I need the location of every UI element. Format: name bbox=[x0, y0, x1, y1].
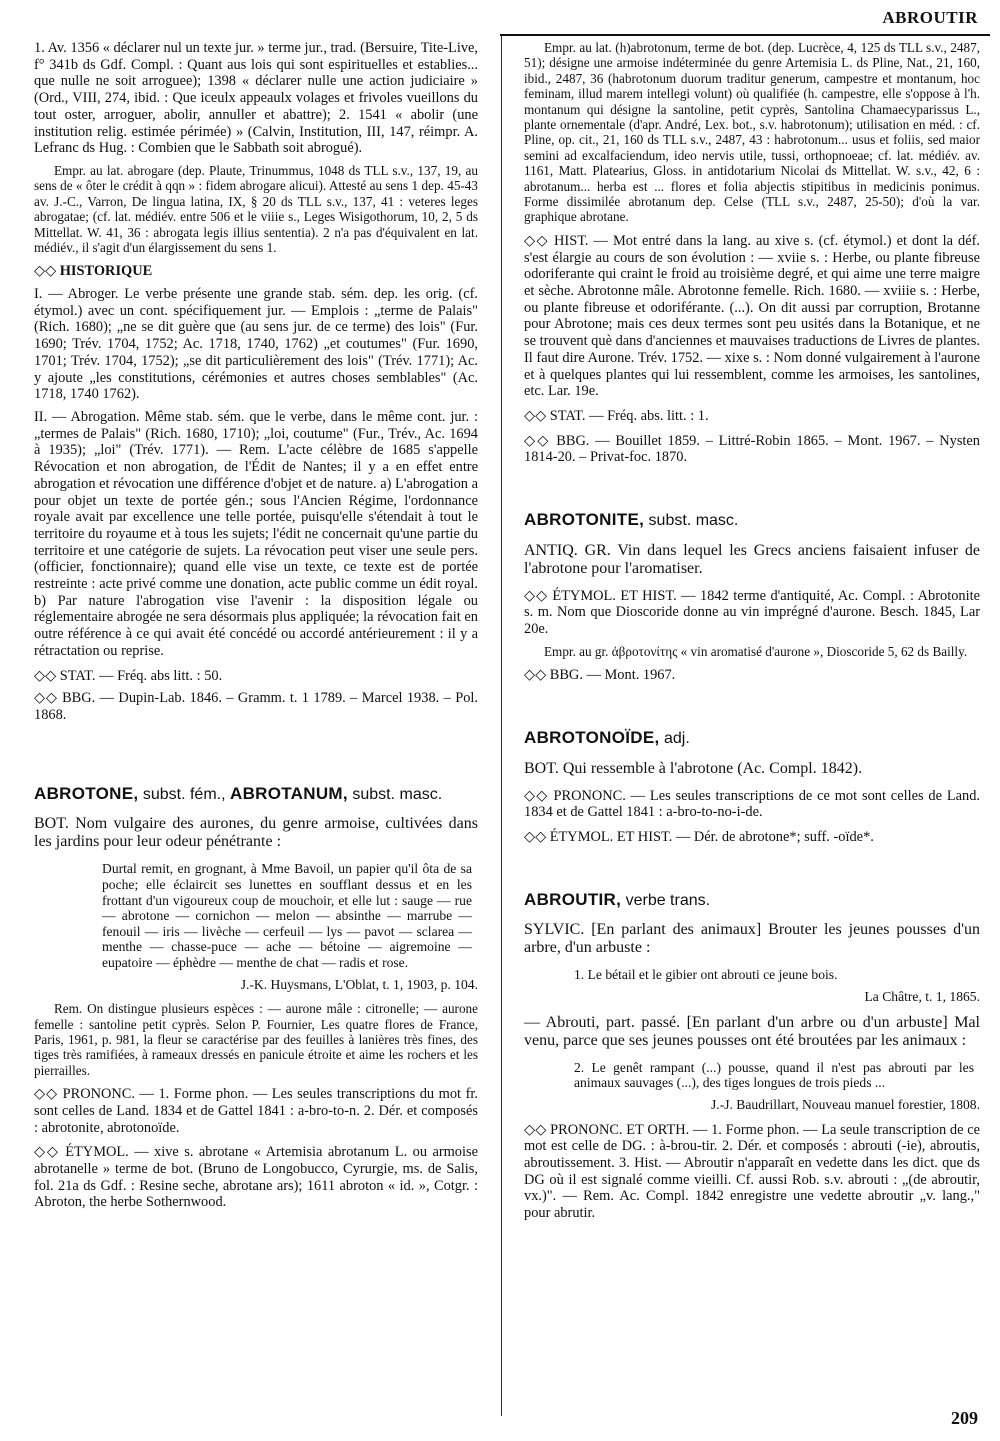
abroger-bbg: ◇◇ BBG. — Dupin-Lab. 1846. – Gramm. t. 1 1789. – Marcel 1938. – Pol. 1868. bbox=[34, 690, 478, 723]
abrotone-etymology: ◇◇ ÉTYMOL. — xive s. abrotane « Artemisia abrotanum L. ou armoise abrotanelle » terme de bot. (Bruno de Longobucco, Cyrurgie, ms. de Salis, fol. 21a ds Gdf. : Resine seche, abrotane ars); 1611 abroton « id. », Cotgr. : Abroton, the herbe Sothernwood. bbox=[34, 1144, 478, 1211]
abrotone-remark: Rem. On distingue plusieurs espèces : — aurone mâle : citronelle; — aurone femelle : santoline petit cyprès. Selon P. Fournier, Les quatre flores de France, Paris, 1961, p. 981, la fleur se caractérise par des feuilles à lanières très fines, des tiges très ramifiées, à rameaux dressés en panicule étroite et aime les rochers et les pierrailles. bbox=[34, 1001, 478, 1078]
page-number: 209 bbox=[951, 1408, 978, 1428]
abroger-stat: ◇◇ STAT. — Fréq. abs litt. : 50. bbox=[34, 667, 223, 684]
abrotone-bbg: ◇◇ BBG. — Bouillet 1859. – Littré-Robin 1865. – Mont. 1967. – Nysten 1814-20. – Privat-foc. 1870. bbox=[524, 432, 980, 466]
abrotone-headword: ABROTONE, bbox=[34, 783, 139, 803]
right-column bbox=[524, 40, 980, 1228]
abroger-etymology-senses: 1. Av. 1356 « déclarer nul un texte jur. » terme jur., trad. (Bersuire, Tite-Live, f° 341b ds Gdf. Compl. : Quant aus lois qui sont espirituelles et establies... que nulle ne soit arroguee); 1398 « déclarer nulle une action judiciaire » (Ord., VIII, 274, ibid. : Que iceulx appeaulx volages et frivoles vueillons du tout oster, arroguer, abolir, annuller et abattre); 2. 1541 « abolir (une institution relig. estimée périmée) » (Calvin, Institution, III, 147, réimpr. A. Lefranc ds Hug. : Combien que le Sabbath soit abrogué). bbox=[34, 40, 479, 157]
abrotonoide-prononciation: ◇◇ PRONONC. — Les seules transcriptions de ce mot sont celles de Land. 1834 et de Gattel 1841 : a-bro-to-no-i-de. bbox=[524, 787, 980, 821]
abrotonoide-pos: adj. bbox=[659, 729, 690, 747]
abroutir-example-2: 2. Le genêt rampant (...) pousse, quand il n'est pas abrouti par les animaux sauvages (...), des tiges longues de trois pieds ... bbox=[574, 1059, 974, 1091]
abrotonite-headword: ABROTONITE, bbox=[524, 510, 645, 530]
abrotanum-pos: subst. masc. bbox=[347, 785, 443, 803]
abrotone-entry-title bbox=[34, 783, 478, 804]
historique-heading: ◇◇ HISTORIQUE bbox=[34, 263, 153, 280]
running-head: ABROUTIR bbox=[882, 8, 978, 27]
abroger-etymology-latin: Empr. au lat. abrogare (dep. Plaute, Trinummus, 1048 ds TLL s.v., 137, 19, au sens de « ôter le crédit à qqn » : fidem abrogare alicui). Attesté au sens 1 dep. 45-43 av. J.-C., Varron, De lingua latina, IX, § 20 ds TLL s.v., 137, 41 : veteres leges abrogatae; (cf. lat. médiév. entre 506 et le viiie s., Leges Wisigothorum, 10, 2, 5 ds Mittellat. W. 41, 36 : abrogata legis illius sententia). 2 n'a pas d'équivalent en lat. médiév., il s'agit d'un élargissement du sens 1. bbox=[34, 162, 478, 255]
historique-part-1: I. — Abroger. Le verbe présente une grande stab. sém. dep. les orig. (cf. étymol.) avec un cont. spécifiquement jur. — Emplois : „terme de Palais" (Rich. 1680); „ne se dit guère que (au sens jur. de ce terme) des lois" (Fur. 1690; Trév. 1704, 1752; Ac. 1718, 1740, 1762) „et coutumes" (Fur. 1690, 1701; Trév. 1704, 1752); „se dit particulièrement des lois" (Trév. 1771); Ac. y ajoute „les constitutions, cérémonies et autres choses semblables" (Ac. 1718, 1740 1762). bbox=[34, 286, 478, 403]
abroutir-prononciation: ◇◇ PRONONC. ET ORTH. — 1. Forme phon. — La seule transcription de ce mot est celle de DG. : à-brou-tir. 2. Dér. et composés : abrouti (-ie), abroutis, abroutissement. 3. Hist. — Abroutir n'apparaît en vedette dans les dict. que ds DG où il est signalé comme vieilli. Cf. aussi Rob. s.v. abrouti : „(de abroutir, vx.)". — Rem. Ac. Compl. 1842 enregistre une vedette abroutir „v. lang.," pour abrutir. bbox=[524, 1121, 980, 1222]
abrotonite-entry-title bbox=[524, 512, 980, 530]
abrotone-history: ◇◇ HIST. — Mot entré dans la lang. au xive s. (cf. étymol.) et dont la déf. s'est élargie au cours de son évolution : — xviie s. : Herbe, ou plante fibreuse odoriferante qui craint le froid au troisième degré, et qui aime une terre maigre et sèche. Abrotonne mâle. Abrotonne femelle. Rich. 1680. — xviiie s. : Herbe, ou plante fibreuse et odoriférante. (...). On dit aussi par corruption, Brotanne pour Abrotone; mais ces deux termes sont peu usités dans la Botanique, et ne se trouvent què dans d'anciennes et mauvaises traductions de Livres de plantes. Il faut dire Aurone. Trév. 1752. — xixe s. : Nom donné vulgairement à l'aurone et à quelques plantes qui lui ressemblent, comme les armoises, les santolines, etc. Lar. 19e. bbox=[524, 232, 980, 400]
abrotonite-bbg: ◇◇ BBG. — Mont. 1967. bbox=[524, 667, 676, 684]
abrotonite-etymology: ◇◇ ÉTYMOL. ET HIST. — 1842 terme d'antiquité, Ac. Compl. : Abrotonite s. m. Nom que Dioscoride donne au vin imprégné d'aurone. Besch. 1845, Lar 20e. bbox=[524, 587, 980, 638]
abroutir-definition: SYLVIC. [En parlant des animaux] Brouter les jeunes pousses d'un arbre, d'un arbuste : bbox=[524, 921, 980, 957]
abrotone-quote-source: J.-K. Huysmans, L'Oblat, t. 1, 1903, p. 104. bbox=[240, 976, 478, 992]
abrotone-quote: Durtal remit, en grognant, à Mme Bavoil, un papier qu'il ôta de sa poche; elle éclaircit ses lunettes en soufflant dessus et en les frottant d'un vigoureux coup de mouchoir, et elle lut : sauge — rue — abrotone — cornichon — melon — absinthe — marrube — fenouil — iris — livèche — cerfeuil — lys — pavot — sclarea — menthe — chasse-puce — ache — bétoine — aigremoine — eupatoire — éphèdre — menthe de chat — radis et rose. bbox=[102, 861, 472, 970]
abrotonoide-etymology: ◇◇ ÉTYMOL. ET HIST. — Dér. de abrotone*; suff. -oïde*. bbox=[524, 829, 874, 846]
abrotonoide-headword: ABROTONOÏDE, bbox=[524, 727, 660, 747]
abrotonoide-entry-title bbox=[524, 727, 980, 748]
header-rule bbox=[500, 34, 990, 36]
historique-part-2: II. — Abrogation. Même stab. sém. que le verbe, dans le même cont. jur. : „termes de Palais" (Rich. 1680, 1710); „loi, coutume" (Fur., Trév., Ac. 1694 à 1935); „loi" (Trév. 1771). — Rem. L'acte célèbre de 1685 s'appelle Révocation et non abrogation, de l'Édit de Nantes; il y a en effet entre abrogation et révocation une différence d'objet et de nature. a) L'abrogation a pour objet un texte de portée gén.; sous l'Ancien Régime, l'ordonnance royale avait par excellence une telle portée, puisqu'elle s'étendait à tout le territoire du royaume et à tous les sujets; l'édit ne concernait qu'une partie du territoire et une catégorie de sujets. La révocation peut viser une seule pers. (officier, fonctionnaire); quand elle vise un texte, ce texte est de portée restreinte : acte privé comme une donation, acte public comme un édit royal. b) Par nature l'abrogation vise l'avenir : la disposition légale ou réglementaire abrogée ne sera désormais plus appliquée; la révocation fait en outre référence à ce qui avait été concédé ou accordé antérieurement : il y a rétractation ou reprise. bbox=[34, 408, 478, 659]
abrotonoide-definition: BOT. Qui ressemble à l'abrotone (Ac. Compl. 1842). bbox=[524, 759, 863, 777]
abroutir-participle: — Abrouti, part. passé. [En parlant d'un arbre ou d'un arbuste] Mal venu, parce que ses jeunes pousses ont été broutées par les animaux : bbox=[524, 1013, 980, 1049]
abrotone-definition: BOT. Nom vulgaire des aurones, du genre armoise, cultivées dans les jardins pour leur odeur pénétrante : bbox=[34, 815, 478, 851]
left-column bbox=[34, 40, 478, 1217]
abroutir-example-1: 1. Le bétail et le gibier ont abrouti ce jeune bois. bbox=[574, 967, 838, 983]
abrotonite-pos: subst. masc. bbox=[644, 512, 739, 530]
abrotonite-etymology-greek: Empr. au gr. ἀβροτονίτης « vin aromatisé d'aurone », Dioscoride 5, 62 ds Bailly. bbox=[544, 643, 968, 659]
abrotone-etymology-latin: Empr. au lat. (h)abrotonum, terme de bot. (dep. Lucrèce, 4, 125 ds TLL s.v., 2487, 51); désigne une armoise indéterminée du genre Artemisia L. ds Pline, Nat., 21, 160, ibid., 2487, 36 (habrotonum duorum traditur generum, campestre et montanum, hoc feminam, illud marem intellegi volunt) où qualifiée (h. campestre, elle s'oppose à l'h. montanum qui désigne la santoline, petit cyprès, Santolina Chamaecyparissus L., plante ornementale (d'apr. André, Lex. bot., s.v. habrotonum); utilisation en méd. : cf. Pline, op. cit., 21, 160 ds TLL s.v., 2487, 43 : habrotonum... usus et foliis, sed maior semini ad excalfaciendum, ideo nervis utile, tussi, orthopnoeae; cf. lat. médiév. av. 1161, Matt. Platearius, Gloss. in antidotarium Nicolai ds Mittellat. W. s.v., 42, 6 : abrotanum... herba est ... flores et folia abjectis stipitibus in medicinis ponimus. Forme dissimilée abrotanum dep. Celse (TLL s.v., 2487, 25-50); d'où la var. graphique abrotane. bbox=[524, 40, 980, 225]
abroutir-entry-title bbox=[524, 889, 980, 910]
abroutir-headword: ABROUTIR, bbox=[524, 889, 622, 909]
abroutir-example-1-source: La Châtre, t. 1, 1865. bbox=[864, 989, 980, 1005]
column-divider bbox=[501, 36, 502, 1416]
abrotonite-definition: ANTIQ. GR. Vin dans lequel les Grecs anciens faisaient infuser de l'abrotone pour l'aromatiser. bbox=[524, 541, 980, 577]
abrotanum-headword: ABROTANUM, bbox=[230, 783, 348, 803]
abrotone-stat: ◇◇ STAT. — Fréq. abs. litt. : 1. bbox=[524, 407, 709, 424]
abrotone-prononciation: ◇◇ PRONONC. — 1. Forme phon. — Les seules transcriptions du mot fr. sont celles de Land. 1834 et de Gattel 1841 : a-bro-to-n. 2. Dér. et composés : abrotonite, abrotonoïde. bbox=[34, 1086, 478, 1136]
abroutir-example-2-source: J.-J. Baudrillart, Nouveau manuel forestier, 1808. bbox=[711, 1096, 980, 1112]
abrotone-pos: subst. fém., bbox=[138, 785, 230, 803]
abroutir-pos: verbe trans. bbox=[621, 891, 711, 909]
